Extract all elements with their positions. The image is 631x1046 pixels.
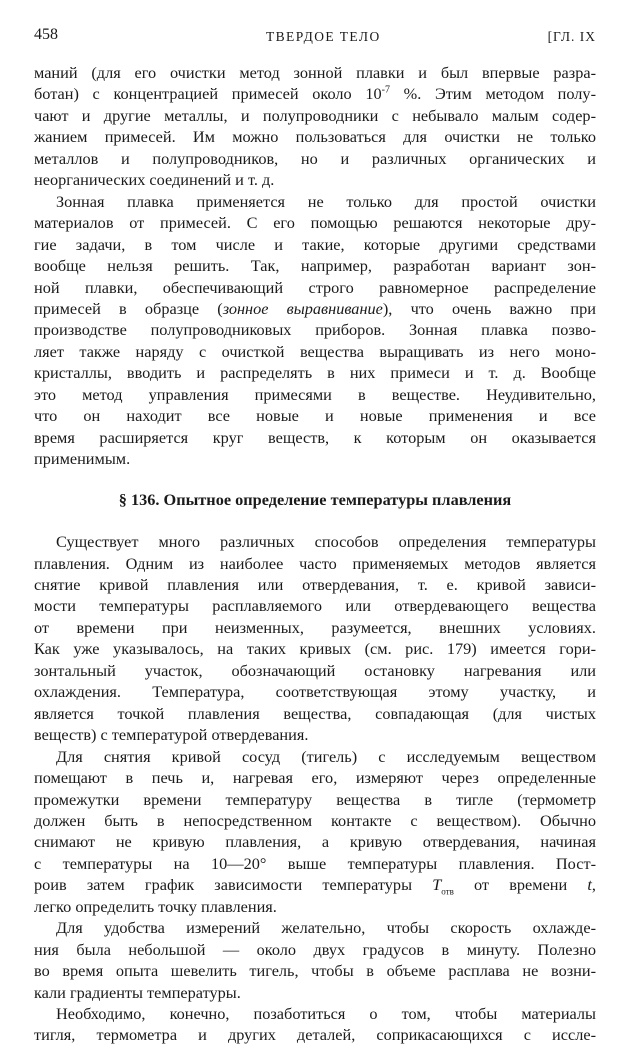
text-line: с температуры на 10—20° выше температуры плавления. Пост- bbox=[34, 853, 596, 873]
text-line: ной плавки, обеспечивающий строго равномерное распределение bbox=[34, 277, 596, 297]
text-line: является точкой плавления вещества, совпадающая (для чистых bbox=[34, 703, 596, 723]
text-line: жанием примесей. Им можно пользоваться для очистки не только bbox=[34, 127, 596, 147]
running-header bbox=[34, 26, 596, 48]
text-line: зонтальный участок, обозначающий остановку нагревания или bbox=[34, 660, 596, 680]
text-line: это метод управления примесями в веществе. Неудивительно, bbox=[34, 384, 596, 404]
text-fragment: , bbox=[591, 875, 596, 895]
text-line: плавления. Одним из наиболее часто применяемых методов является bbox=[34, 553, 596, 573]
text-line bbox=[34, 874, 596, 895]
text-line: гие задачи, в том числе и такие, которые другими средствами bbox=[34, 234, 596, 254]
text-fragment: %. Этим методом полу- bbox=[389, 84, 596, 104]
text-fragment: от времени bbox=[453, 875, 588, 895]
text-line: вообще нельзя решить. Так, например, разработан вариант зон- bbox=[34, 256, 596, 276]
subscript: отв bbox=[441, 886, 454, 897]
text-line: Необходимо, конечно, позаботиться о том, чтобы материалы bbox=[56, 1004, 596, 1024]
text-line: производстве полупроводниковых приборов. Зонная плавка позво- bbox=[34, 320, 596, 340]
text-line: во время опыта шевелить тигель, чтобы в объеме расплава не возни- bbox=[34, 961, 596, 981]
text-line bbox=[34, 83, 596, 104]
body-text bbox=[34, 62, 596, 1046]
text-fragment: примесей в образце ( bbox=[34, 298, 223, 318]
exponent: -7 bbox=[381, 85, 390, 97]
text-line: кали градиенты температуры. bbox=[34, 982, 241, 1002]
paragraph-melting-curve-method bbox=[34, 531, 596, 746]
chapter-label: [ГЛ. IX bbox=[547, 29, 596, 44]
text-line: охлаждения. Температура, соответствующая этому участку, и bbox=[34, 682, 596, 702]
book-page bbox=[34, 26, 596, 1046]
text-line: маний (для его очистки метод зонной плавки и был впервые разра- bbox=[34, 63, 596, 82]
text-line: Как уже указывалось, на таких кривых (см. рис. 179) имеется гори- bbox=[34, 639, 596, 659]
text-line: снятие кривой плавления или отвердевания, т. е. кривой зависи- bbox=[34, 574, 596, 594]
text-line: Зонная плавка применяется не только для простой очистки bbox=[56, 191, 596, 211]
text-line: материалов от примесей. С его помощью решаются некоторые дру- bbox=[34, 213, 596, 233]
variable-t: t bbox=[587, 875, 592, 895]
page-number: 458 bbox=[34, 26, 58, 43]
paragraph-zone-melting-applications bbox=[34, 191, 596, 470]
italic-term: зонное выравнивание bbox=[222, 298, 383, 318]
variable-T: T bbox=[432, 875, 442, 895]
running-title: ТВЕРДОЕ ТЕЛО bbox=[266, 29, 381, 44]
text-fragment: ), что очень важно при bbox=[382, 298, 596, 318]
text-line: ляет также наряду с очисткой вещества выращивать из него моно- bbox=[34, 341, 596, 361]
text-line: Существует много различных способов определения температуры bbox=[56, 532, 596, 552]
text-line bbox=[34, 298, 596, 319]
text-line: кристаллы, вводить и распределять в них примеси и т. д. Вообще bbox=[34, 363, 596, 383]
text-line: металлов и полупроводников, но и различных органических и bbox=[34, 148, 596, 168]
paragraph-crucible-procedure bbox=[34, 746, 596, 918]
text-fragment: роив затем график зависимости температуры bbox=[34, 875, 433, 895]
text-line: снимают не кривую плавления, а кривую отвердевания, начиная bbox=[34, 832, 596, 852]
text-line: должен быть в непосредственном контакте с веществом). Обычно bbox=[34, 810, 596, 830]
paragraph-materials bbox=[34, 1003, 596, 1046]
paragraph-cooling-rate bbox=[34, 917, 596, 1003]
text-line: промежутки времени температуру вещества в тигле (термометр bbox=[34, 789, 596, 809]
text-line: ния была небольшой — около двух градусов в минуту. Полезно bbox=[34, 939, 596, 959]
text-line: чают и другие металлы, и полупроводники с небывало малым содер- bbox=[34, 105, 596, 125]
text-line: тигля, термометра и других деталей, соприкасающихся с иссле- bbox=[34, 1025, 596, 1045]
text-line: от времени при неизменных, разумеется, внешних условиях. bbox=[34, 617, 596, 637]
text-line: время расширяется круг веществ, к которым он оказывается bbox=[34, 427, 596, 447]
section-heading: § 136. Опытное определение температуры плавления bbox=[118, 489, 512, 509]
text-fragment: ботан) с концентрацией примесей около 10 bbox=[34, 84, 382, 104]
text-line: мости температуры расплавляемого или отвердевающего вещества bbox=[34, 596, 596, 616]
paragraph-zone-refining-purity bbox=[34, 62, 596, 191]
text-line: легко определить точку плавления. bbox=[34, 896, 277, 916]
text-line: веществ) с температурой отвердевания. bbox=[34, 725, 309, 745]
text-line: Для удобства измерений желательно, чтобы скорость охлажде- bbox=[56, 918, 596, 938]
text-line: что он находит все новые и новые применения и все bbox=[34, 406, 596, 426]
text-line: Для снятия кривой сосуд (тигель) с исследуемым веществом bbox=[56, 746, 596, 766]
text-line: применимым. bbox=[34, 449, 131, 469]
text-line: неорганических соединений и т. д. bbox=[34, 170, 275, 190]
text-line: помещают в печь и, нагревая его, измеряют через определенные bbox=[34, 768, 596, 788]
